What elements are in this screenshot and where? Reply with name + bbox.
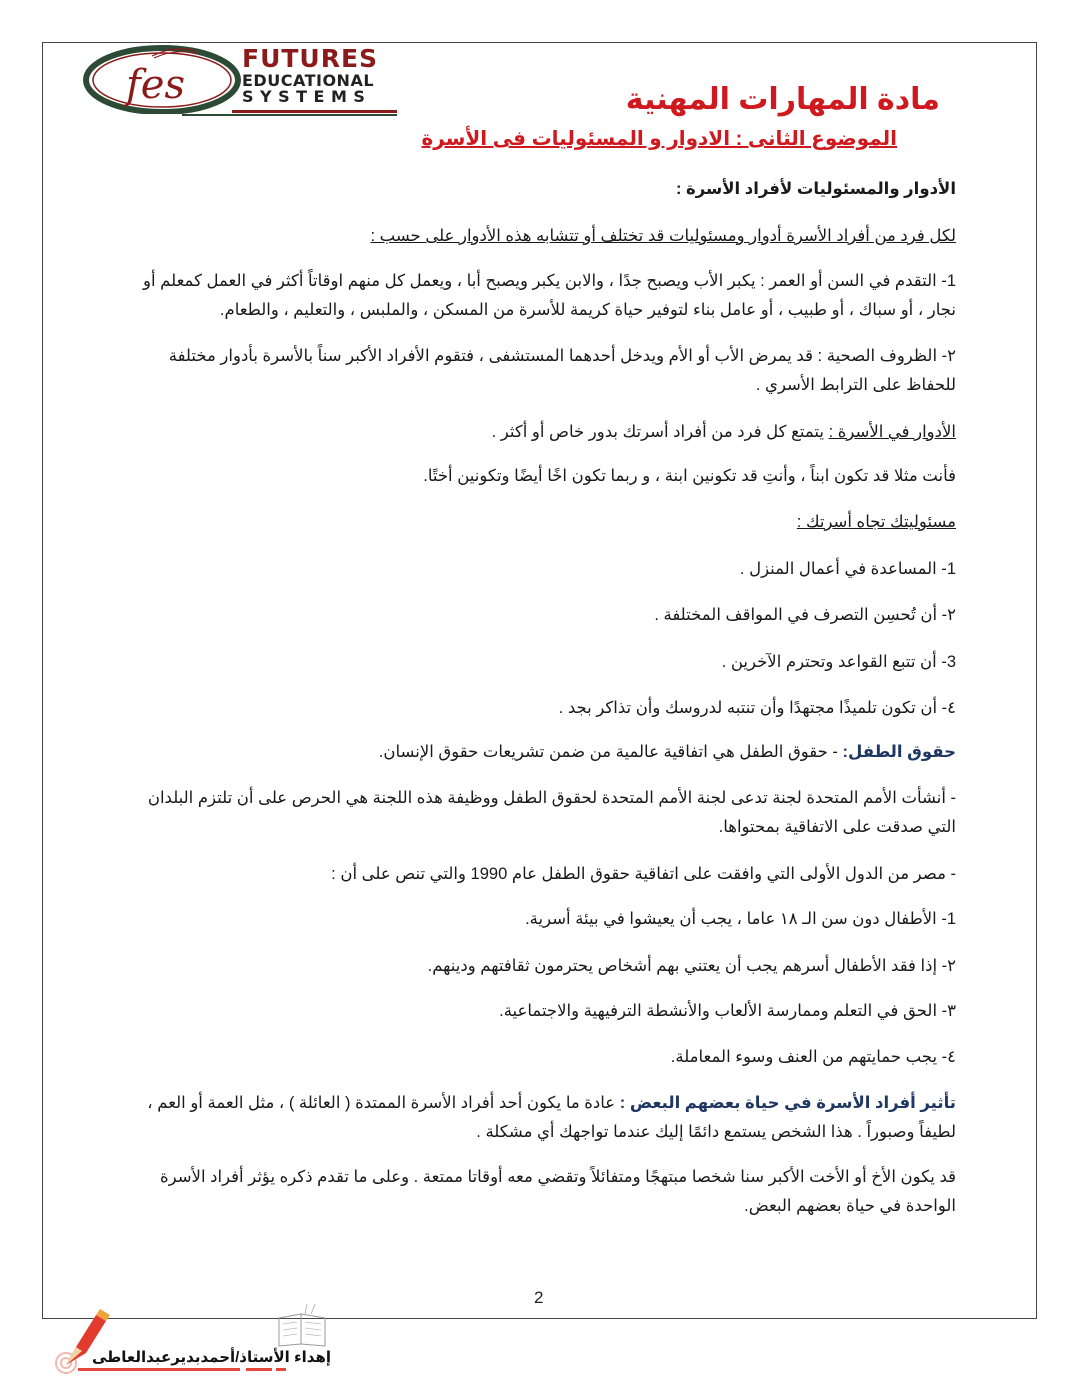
egypt-convention: - مصر من الدول الأولى التي وافقت على اتفاقية حقوق الطفل عام 1990 والتي تنص على أن : <box>331 865 956 883</box>
logo-wordmark <box>242 46 378 105</box>
fes-logo <box>82 40 402 120</box>
child-rights-text: - حقوق الطفل هي اتفاقية عالمية من ضمن تشريعات حقوق الإنسان. <box>378 743 843 761</box>
family-roles <box>130 418 956 447</box>
right-item: ٣- الحق في التعلم وممارسة الألعاب والأنشطة الترفيهية والاجتماعية. <box>499 1002 956 1020</box>
logo-line-3: SYSTEMS <box>242 87 372 106</box>
topic-title: الموضوع الثانى : الادوار و المسئوليات فى الأسرة <box>421 128 897 150</box>
right-item: 1- الأطفال دون سن الـ ١٨ عاما ، يجب أن يعيشوا في بيئة أسرية. <box>525 910 956 928</box>
family-influence <box>130 1089 956 1147</box>
sibling-paragraph: قد يكون الأخ أو الأخت الأكبر سنا شخصا مبتهجًا ومتفائلاً وتقضي معه أوقاتا ممتعة . وعلى ما تقدم ذكره يؤثر أفراد الأسرة الواحدة في حياة بعضهم البعض. <box>159 1168 956 1215</box>
responsibility-item: ٤- أن تكون تلميذًا مجتهدًا وأن تنتبه لدروسك وأن تذاكر بجد . <box>558 699 956 717</box>
responsibility-item: 3- أن تتبع القواعد وتحترم الآخرين . <box>721 653 956 671</box>
logo-underline-green <box>182 114 397 116</box>
factor-age: 1- التقدم في السن أو العمر : يكبر الأب ويصبح جدًا ، والابن يكبر ويصبح أبا ، ويعمل كل منهم اوقاتاً أكثر في العمل كمعلم أو نجار ، أو سباك ، أو طبيب ، أو عامل بناء لتوفير حياة كريمة للأسرة من المسكن ، والملبس ، والتعليم ، والطعام. <box>142 272 956 319</box>
subject-title: مادة المهارات المهنية <box>625 83 940 116</box>
influence-text: عادة ما يكون أحد أفراد الأسرة الممتدة ( العائلة ) ، مثل العمة أو العم ، لطيفاً وصبوراً . هذا الشخص يستمع دائمًا إليك عندما تواجهك أي مشكلة . <box>147 1094 956 1141</box>
child-rights-label: حقوق الطفل: <box>842 743 956 761</box>
right-item: ٢- إذا فقد الأطفال أسرهم يجب أن يعتني بهم أشخاص يحترمون ثقافتهم ودينهم. <box>427 957 956 975</box>
page-number: 2 <box>534 1288 544 1307</box>
logo-line-1: FUTURES <box>242 44 379 73</box>
family-roles-text: يتمتع كل فرد من أفراد أسرتك بدور خاص أو أكثر . <box>491 423 829 441</box>
responsibility-item: ٢- أن تُحسِن التصرف في المواقف المختلفة . <box>654 606 956 624</box>
roles-example: فأنت مثلا قد تكون ابناً ، وأنتِ قد تكونين ابنة ، و ربما تكون اخًا أيضًا وتكونين أختًا. <box>423 467 956 485</box>
footer-rule <box>246 1368 272 1371</box>
responsibility-item: 1- المساعدة في أعمال المنزل . <box>739 560 956 578</box>
right-item: ٤- يجب حمايتهم من العنف وسوء المعاملة. <box>670 1048 956 1066</box>
dedication-text: إهداء الأستاذ/أحمدبديرعبدالعاطى <box>92 1349 332 1366</box>
responsibilities-heading: مسئوليتك تجاه أسرتك : <box>796 513 956 531</box>
roles-intro: لكل فرد من أفراد الأسرة أدوار ومسئوليات قد تختلف أو تتشابه هذه الأدوار على حسب : <box>370 227 956 245</box>
svg-text:fes: fes <box>126 62 186 108</box>
logo-underline <box>232 110 397 113</box>
family-roles-label: الأدوار في الأسرة : <box>828 423 956 441</box>
footer-rule <box>276 1368 286 1371</box>
book-icon <box>275 1300 330 1348</box>
factor-health: ٢- الظروف الصحية : قد يمرض الأب أو الأم ويدخل أحدهما المستشفى ، فتقوم الأفراد الأكبر سناً بالأسرة بأدوار مختلفة للحفاظ على الترابط الأسري . <box>168 347 956 394</box>
fes-monogram-icon <box>82 40 242 114</box>
roles-heading: الأدوار والمسئوليات لأفراد الأسرة : <box>675 180 956 198</box>
influence-label: تأثير أفراد الأسرة في حياة بعضهم البعض : <box>619 1094 956 1112</box>
logo-line-2: EDUCATIONAL <box>242 71 375 90</box>
child-rights <box>130 738 956 767</box>
footer-rule <box>78 1368 240 1371</box>
un-committee: - أنشأت الأمم المتحدة لجنة تدعى لجنة الأمم المتحدة لحقوق الطفل ووظيفة هذه اللجنة هي الحرص على أن تلتزم البلدان التي صدقت على الاتفاقية بمحتواها. <box>147 789 956 836</box>
